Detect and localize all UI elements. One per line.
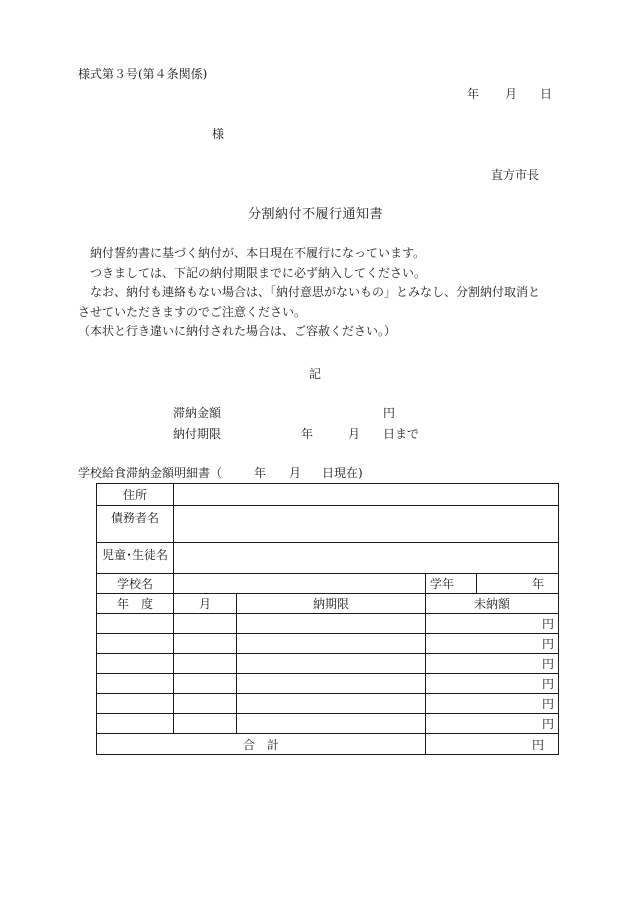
fiscal-year-cell[interactable] bbox=[97, 694, 174, 714]
student-name-field[interactable] bbox=[174, 543, 559, 574]
student-name-label: 児童･生徒名 bbox=[97, 543, 174, 574]
address-label: 住所 bbox=[97, 484, 174, 506]
table-row bbox=[97, 714, 559, 734]
unpaid-cell[interactable]: 円 bbox=[426, 634, 559, 654]
ki-heading: 記 bbox=[309, 367, 322, 381]
date-day-label: 日 bbox=[540, 87, 553, 101]
unpaid-cell[interactable]: 円 bbox=[426, 694, 559, 714]
col-unpaid: 未納額 bbox=[426, 594, 559, 614]
statement-as-of: 日現在) bbox=[322, 466, 363, 480]
col-fiscal-year: 年 度 bbox=[97, 594, 174, 614]
address-row bbox=[97, 484, 559, 506]
month-cell[interactable] bbox=[174, 654, 237, 674]
grade-label: 学年 bbox=[426, 574, 477, 594]
unpaid-cell[interactable]: 円 bbox=[426, 654, 559, 674]
month-cell[interactable] bbox=[174, 694, 237, 714]
table-row bbox=[97, 694, 559, 714]
unpaid-cell[interactable]: 円 bbox=[426, 614, 559, 634]
table-row bbox=[97, 634, 559, 654]
due-date-cell[interactable] bbox=[237, 694, 426, 714]
overdue-amount-label: 滞納金額 bbox=[173, 406, 222, 420]
date-year-label: 年 bbox=[467, 87, 480, 101]
table-row bbox=[97, 674, 559, 694]
payment-deadline-label: 納付期限 bbox=[173, 427, 222, 441]
debtor-name-field[interactable] bbox=[174, 506, 559, 543]
school-name-label: 学校名 bbox=[97, 574, 174, 594]
table-row bbox=[97, 654, 559, 674]
addressee-suffix: 様 bbox=[212, 127, 225, 141]
school-name-field[interactable] bbox=[174, 574, 426, 594]
statement-month: 月 bbox=[289, 466, 302, 480]
total-amount[interactable]: 円 bbox=[426, 734, 559, 755]
due-date-cell[interactable] bbox=[237, 614, 426, 634]
address-field[interactable] bbox=[174, 484, 559, 506]
student-row bbox=[97, 543, 559, 574]
body-text bbox=[78, 244, 558, 342]
month-cell[interactable] bbox=[174, 634, 237, 654]
debtor-name-label: 債務者名 bbox=[97, 506, 174, 543]
body-line-4: させていただきますのでご注意ください。 bbox=[78, 304, 307, 319]
table-header-row bbox=[97, 594, 559, 614]
total-label: 合 計 bbox=[97, 734, 426, 755]
fiscal-year-cell[interactable] bbox=[97, 654, 174, 674]
fiscal-year-cell[interactable] bbox=[97, 674, 174, 694]
due-date-cell[interactable] bbox=[237, 674, 426, 694]
document-title: 分割納付不履行通知書 bbox=[248, 207, 384, 222]
unpaid-cell[interactable]: 円 bbox=[426, 714, 559, 734]
fiscal-year-cell[interactable] bbox=[97, 634, 174, 654]
fiscal-year-cell[interactable] bbox=[97, 614, 174, 634]
issuer-name: 直方市長 bbox=[491, 168, 540, 182]
body-line-1: 納付誓約書に基づく納付が、本日現在不履行になっています。 bbox=[90, 246, 426, 260]
month-cell[interactable] bbox=[174, 714, 237, 734]
body-line-2: つきましては、下記の納付期限までに必ず納入してください。 bbox=[90, 265, 427, 280]
due-date-cell[interactable] bbox=[237, 634, 426, 654]
payment-deadline-day: 日まで bbox=[383, 427, 420, 441]
statement-year: 年 bbox=[254, 466, 267, 480]
due-date-cell[interactable] bbox=[237, 654, 426, 674]
statement-title: 学校給食滞納金額明細書（ bbox=[78, 466, 223, 480]
col-due-date: 納期限 bbox=[237, 594, 426, 614]
form-number: 様式第３号(第４条関係) bbox=[78, 67, 208, 81]
due-date-cell[interactable] bbox=[237, 714, 426, 734]
debtor-row bbox=[97, 506, 559, 543]
body-line-5: （本状と行き違いに納付された場合は、ご容赦ください。） bbox=[78, 324, 397, 338]
col-month: 月 bbox=[174, 594, 237, 614]
body-line-3: なお、納付も連絡もない場合は、「納付意思がないもの」とみなし、分割納付取消と bbox=[90, 285, 541, 299]
table-row bbox=[97, 614, 559, 634]
overdue-amount-unit: 円 bbox=[383, 406, 396, 420]
fiscal-year-cell[interactable] bbox=[97, 714, 174, 734]
payment-deadline-month: 月 bbox=[348, 427, 361, 441]
grade-unit: 年 bbox=[477, 574, 559, 594]
month-cell[interactable] bbox=[174, 674, 237, 694]
arrears-detail-table bbox=[96, 483, 559, 755]
school-row bbox=[97, 574, 559, 594]
total-row bbox=[97, 734, 559, 755]
month-cell[interactable] bbox=[174, 614, 237, 634]
date-month-label: 月 bbox=[505, 87, 518, 101]
payment-deadline-year: 年 bbox=[301, 427, 314, 441]
unpaid-cell[interactable]: 円 bbox=[426, 674, 559, 694]
